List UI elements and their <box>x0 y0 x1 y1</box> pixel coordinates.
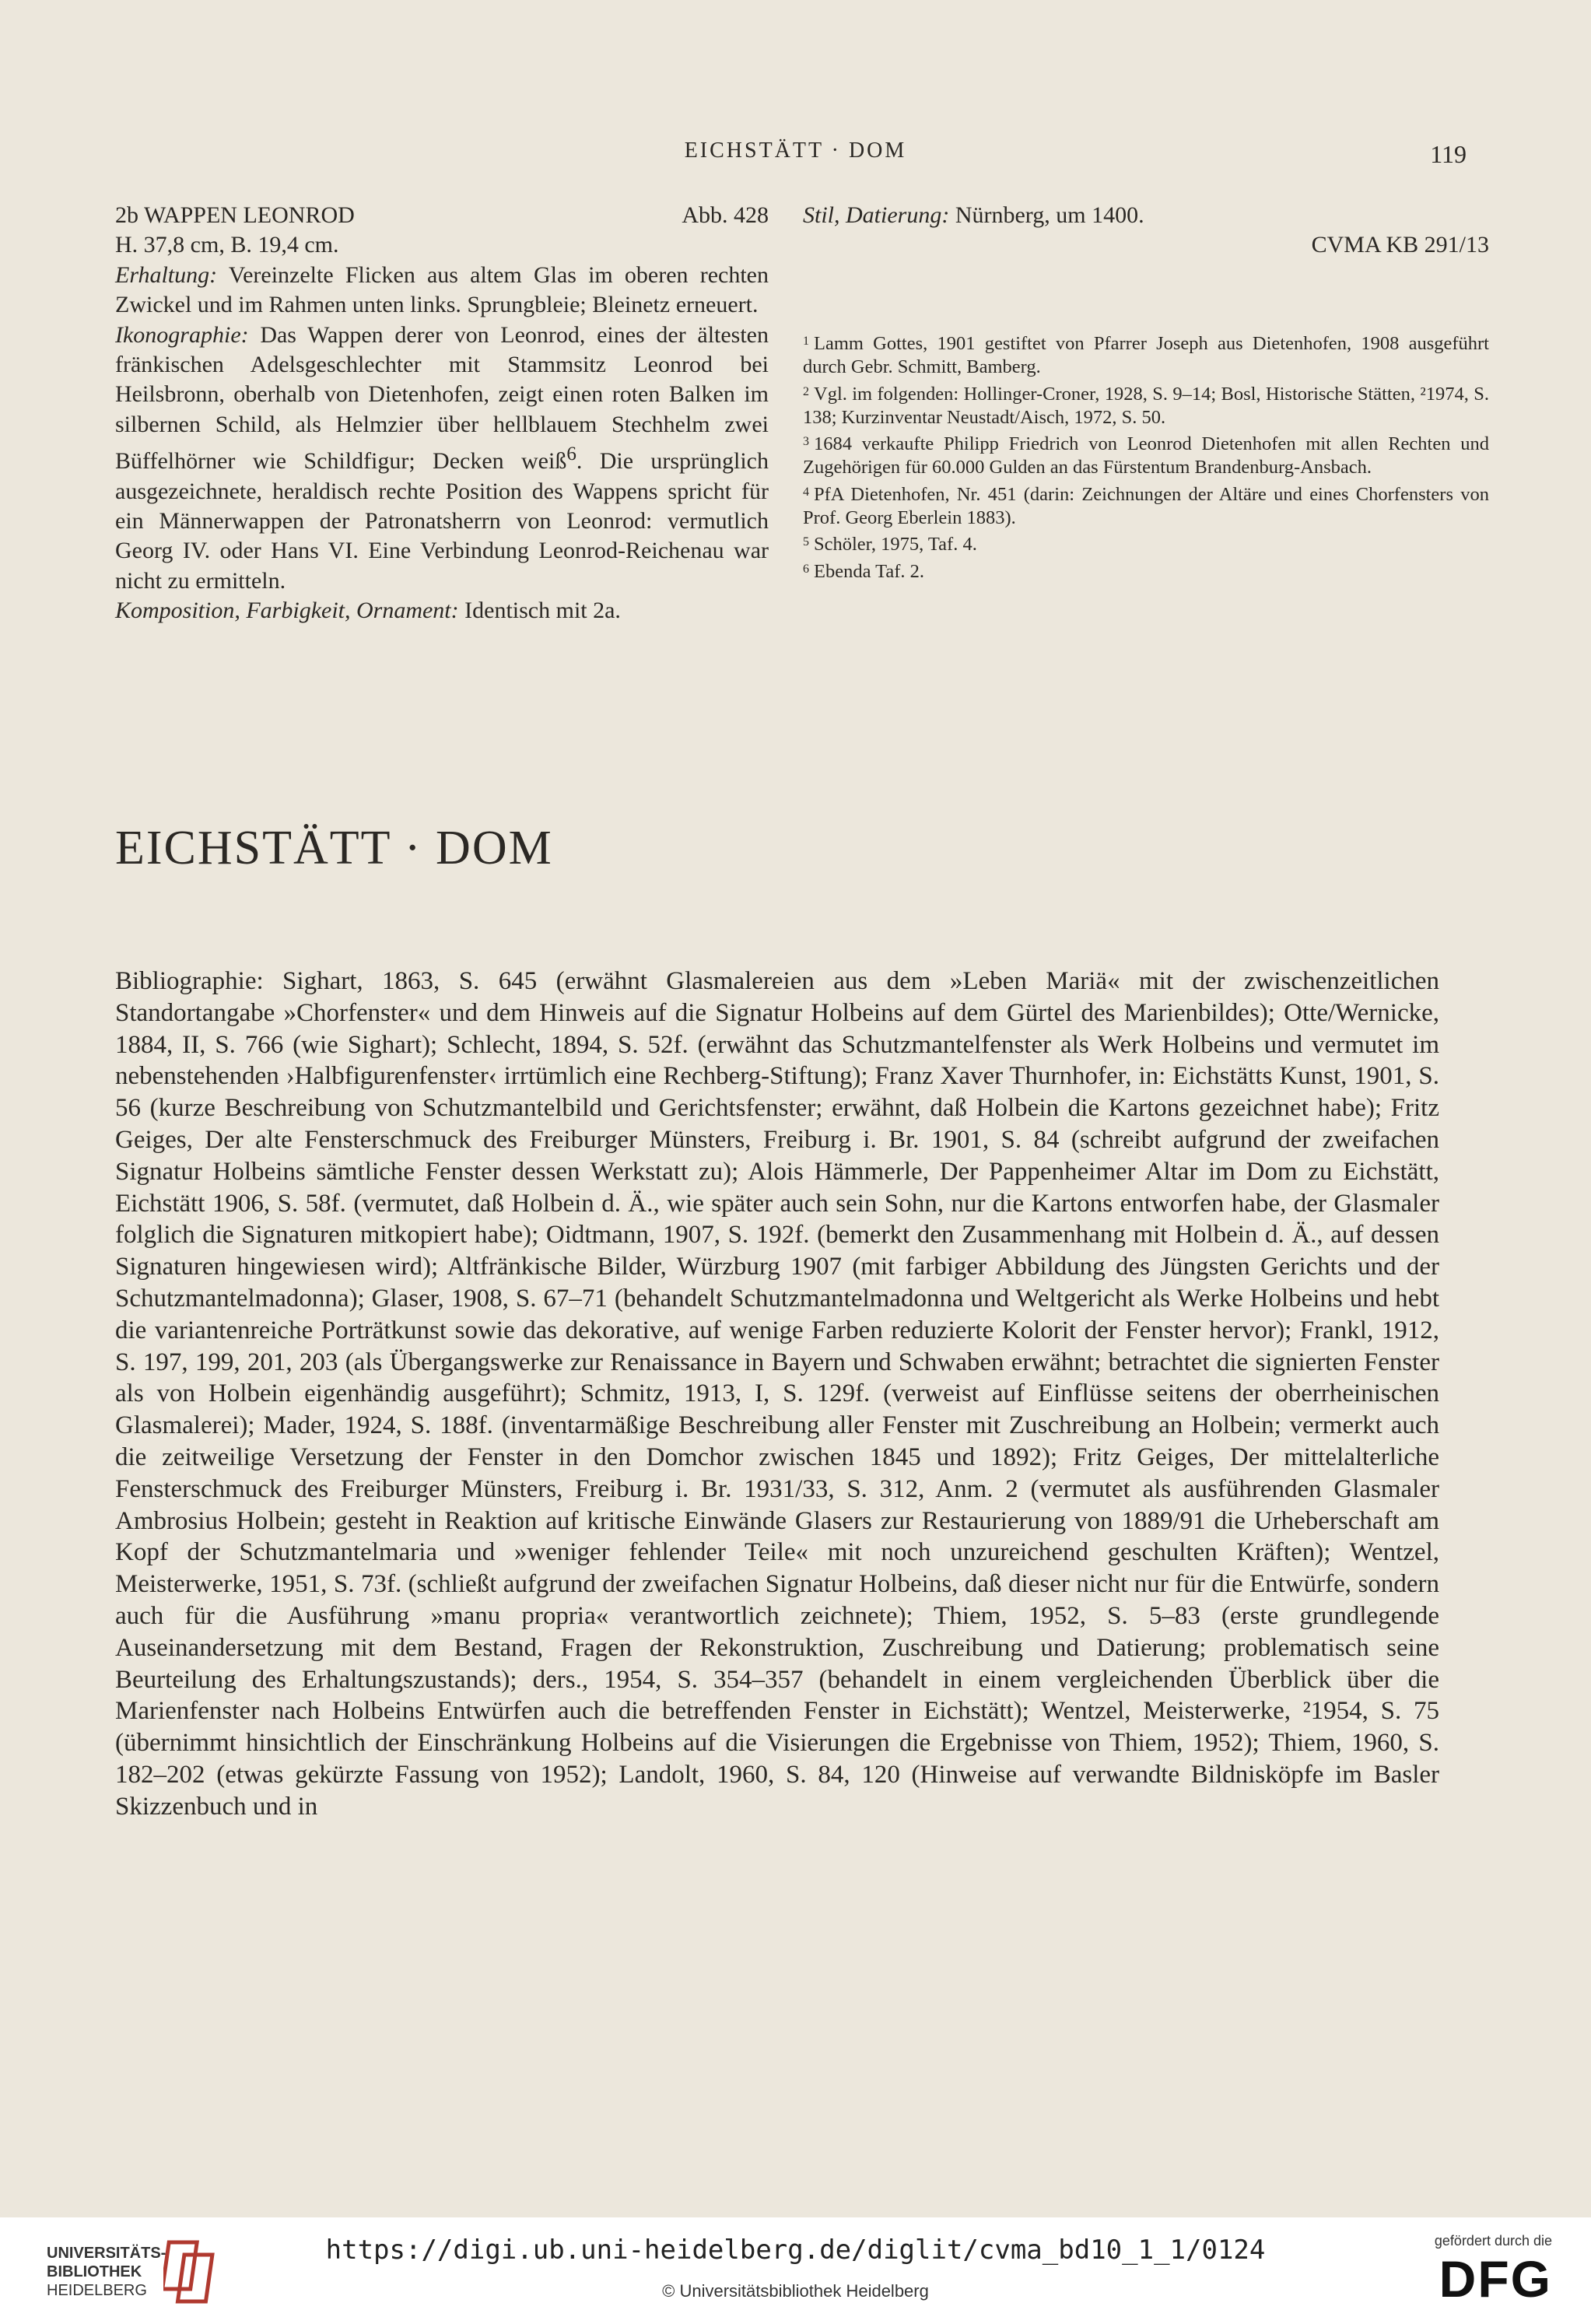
footnote-number: 6 <box>803 562 809 576</box>
entry-heading <box>115 201 769 230</box>
footnotes <box>803 330 1489 584</box>
footer-bar <box>0 2217 1591 2324</box>
dfg-logo[interactable]: DFG <box>1439 2250 1552 2308</box>
section-title: EICHSTÄTT · DOM <box>115 822 553 875</box>
footnote-number: 4 <box>803 485 809 499</box>
composition-paragraph <box>115 596 769 626</box>
condition-paragraph <box>115 261 769 321</box>
footnote-number: 5 <box>803 535 809 549</box>
iconography-label: Ikonographie: <box>115 321 249 348</box>
footnote-text: Schöler, 1975, Taf. 4. <box>814 534 977 556</box>
footnote-text: PfA Dietenhofen, Nr. 451 (darin: Zeichnungen der Altäre und eines Chorfensters von Prof. Georg Eberlein 1883). <box>803 483 1489 529</box>
footnote-number: 2 <box>803 384 809 398</box>
footnote-text: Lamm Gottes, 1901 gestiftet von Pfarrer Joseph aus Dietenhofen, 1908 ausgeführt durch Gebr. Schmitt, Bamberg. <box>803 333 1489 378</box>
iconography-text-continued: . Die ursprünglich ausgezeichnete, heraldisch rechte Position des Wappens spricht für ein Männerwappen der Patronatsherrn von Leonrod: vermutlich Georg IV. oder Hans VI. Eine Verbindung Leonrod-Reichenau war nicht zu ermitteln. <box>115 448 769 594</box>
footnote <box>803 531 1489 556</box>
library-name-line: HEIDELBERG <box>47 2282 147 2299</box>
copyright-notice: © Universitätsbibliothek Heidelberg <box>662 2281 929 2301</box>
library-name-line: BIBLIOTHEK <box>47 2263 142 2280</box>
style-text: Nürnberg, um 1400. <box>955 202 1144 228</box>
footnote <box>803 558 1489 584</box>
footnote <box>803 380 1489 430</box>
entry-title: 2b WAPPEN LEONROD <box>115 202 355 228</box>
document-url-link[interactable]: https://digi.ub.uni-heidelberg.de/diglit/cvma_bd10_1_1/0124 <box>325 2235 1266 2266</box>
footnote-text: Ebenda Taf. 2. <box>814 560 925 582</box>
entry-dimensions: H. 37,8 cm, B. 19,4 cm. <box>115 232 339 258</box>
entry-column <box>115 201 769 626</box>
footnote-text: 1684 verkaufte Philipp Friedrich von Leonrod Dietenhofen mit allen Rechten und Zugehörigen für 60.000 Gulden an das Fürstentum Brandenburg-Ansbach. <box>803 433 1489 478</box>
iconography-paragraph <box>115 321 769 597</box>
footnote-text: Vgl. im folgenden: Hollinger-Croner, 1928, S. 9–14; Bosl, Historische Stätten, ²1974, S. 138; Kurzinventar Neustadt/Aisch, 1972, S. 50. <box>803 383 1489 428</box>
footnote-number: 3 <box>803 435 809 449</box>
footnote-reference: 6 <box>566 443 576 465</box>
style-label: Stil, Datierung: <box>803 202 950 228</box>
running-head: EICHSTÄTT · DOM <box>684 138 907 163</box>
iconography-text: Das Wappen derer von Leonrod, eines der ältesten fränkischen Adelsgeschlechter mit Stammsitz Leonrod bei Heilsbronn, oberhalb von Dietenhofen, zeigt einen roten Balken im silbernen Schild, als Helmzier über hellblauem Stechhelm zwei Büffelhörner wie Schildfigur; Decken weiß <box>115 321 769 475</box>
style-dating <box>803 201 1489 230</box>
condition-text: Vereinzelte Flicken aus altem Glas im oberen rechten Zwickel und im Rahmen unten links. Sprungbleie; Bleinetz erneuert. <box>115 261 769 318</box>
right-column <box>803 201 1489 584</box>
composition-label: Komposition, Farbigkeit, Ornament: <box>115 598 459 624</box>
composition-text: Identisch mit 2a. <box>464 598 621 624</box>
footnote-number: 1 <box>803 335 809 348</box>
funded-by-label: gefördert durch die <box>1434 2233 1552 2249</box>
footnote <box>803 481 1489 531</box>
page-number: 119 <box>1430 140 1467 168</box>
condition-label: Erhaltung: <box>115 261 218 288</box>
footnote <box>803 330 1489 380</box>
figure-reference: Abb. 428 <box>682 202 769 228</box>
bibliography-paragraph: Bibliographie: Sighart, 1863, S. 645 (erwähnt Glasmalereien aus dem »Leben Mariä« mit der zwischenzeitlichen Standortangabe »Chorfenster« und dem Hinweis auf die Signatur Holbeins auf dem Gürtel des Marienbildes); Otte/Wernicke, 1884, II, S. 766 (wie Sighart); Schlecht, 1894, S. 52f. (erwähnt das Schutzmantelfenster als Werk Holbeins und vermutet im nebenstehenden ›Halbfigurenfenster‹ irrtümlich eine Rechberg-Stiftung); Franz Xaver Thurnhofer, in: Eichstätts Kunst, 1901, S. 56 (kurze Beschreibung von Schutzmantelbild und Gerichtsfenster; erwähnt, daß Holbein die Kartons gezeichnet habe); Fritz Geiges, Der alte Fensterschmuck des Freiburger Münsters, Freiburg i. Br. 1901, S. 84 (schreibt aufgrund der zweifachen Signatur Holbeins sämtliche Fenster dessen Werkstatt zu); Alois Hämmerle, Der Pappenheimer Altar im Dom zu Eichstätt, Eichstätt 1906, S. 58f. (vermutet, daß Holbein d. Ä., wie später auch sein Sohn, nur die Kartons entworfen habe, der Glasmaler folglich die Signaturen mitkopiert habe); Oidtmann, 1907, S. 192f. (bemerkt den Zusammenhang mit Holbein d. Ä., auf dessen Signaturen hingewiesen wird); Altfränkische Bilder, Würzburg 1907 (mit farbiger Abbildung des Jüngsten Gerichts und der Schutzmantelmadonna); Glaser, 1908, S. 67–71 (behandelt Schutzmantelmadonna und Weltgericht als Werke Holbeins und hebt die variantenreiche Porträtkunst sowie das dekorative, auf wenige Farben reduzierte Kolorit der Fenster hervor); Frankl, 1912, S. 197, 199, 201, 203 (als Übergangswerke zur Renaissance in Bayern und Schwaben erwähnt; betrachtet die signierten Fenster als von Holbein eigenhändig ausgeführt); Schmitz, 1913, I, S. 129f. (verweist auf Einflüsse seitens der oberrheinischen Glasmalerei); Mader, 1924, S. 188f. (inventarmäßige Beschreibung aller Fenster mit Zuschreibung an Holbein; vermerkt auch die zeitweilige Versetzung der Fenster in den Domchor zwischen 1845 und 1892); Fritz Geiges, Der mittelalterliche Fensterschmuck des Freiburger Münsters, Freiburg i. Br. 1931/33, S. 312, Anm. 2 (vermutet als ausführenden Glasmaler Ambrosius Holbein; gesteht in Reaktion auf kritische Einwände Glasers zur Restaurierung von 1889/91 die Urheberschaft am Kopf der Schutzmantelmaria und »weniger fehlender Teile« mit noch unzureichend geschulten Kräften); Wentzel, Meisterwerke, 1951, S. 73f. (schließt aufgrund der zweifachen Signatur Holbeins, daß dieser nicht nur für die Entwürfe, sondern auch für die Ausführung »manu propria« verantwortlich zeichnete); Thiem, 1952, S. 5–83 (erste grundlegende Auseinandersetzung mit dem Bestand, Fragen der Rekonstruktion, Zuschreibung und Datierung; problematisch seine Beurteilung des Erhaltungszustands); ders., 1954, S. 354–357 (behandelt in einem vergleichenden Überblick über die Marienfenster nach Holbeins Entwürfen auch die betreffenden Fenster in Eichstätt); Wentzel, Meisterwerke, ²1954, S. 75 (übernimmt hinsichtlich der Einschränkung Holbeins auf die Visierungen die Ergebnisse von Thiem, 1952); Thiem, 1960, S. 182–202 (etwas gekürzte Fassung von 1952); Landolt, 1960, S. 84, 120 (Hinweise auf verwandte Bildnisköpfe im Basler Skizzenbuch und in <box>115 967 1439 1821</box>
cvma-reference: CVMA KB 291/13 <box>1311 232 1489 258</box>
footnote <box>803 430 1489 480</box>
library-name-line: UNIVERSITÄTS- <box>47 2245 166 2262</box>
